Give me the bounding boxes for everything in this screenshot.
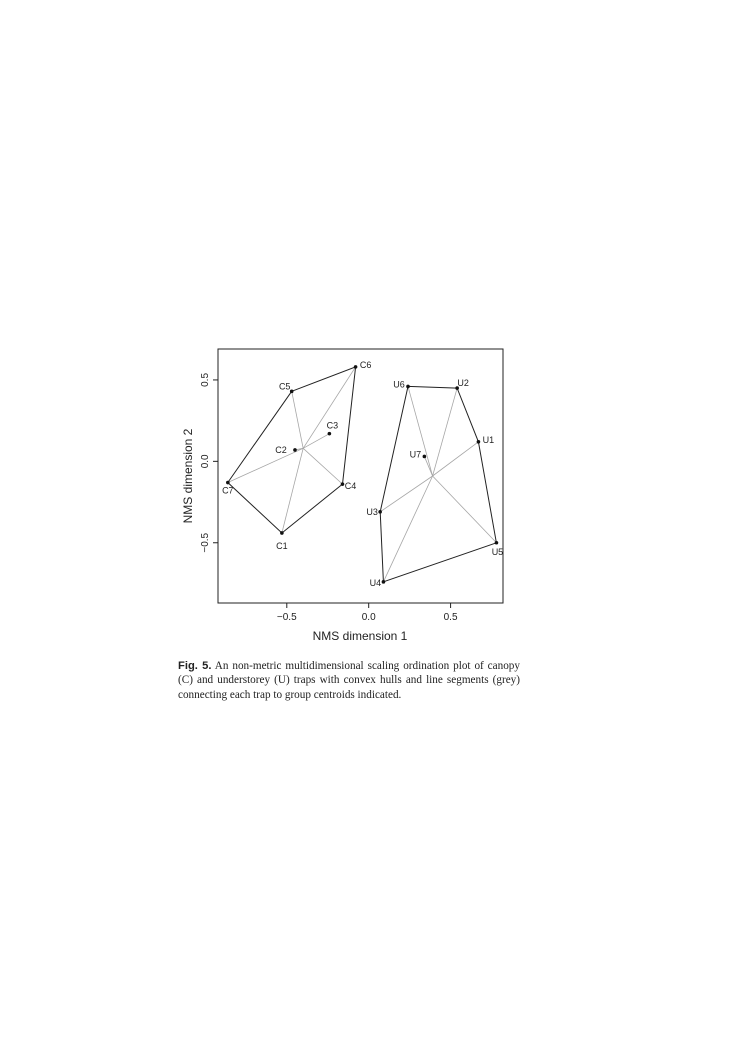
point-label-u5: U5 [491, 546, 504, 557]
figure-caption [178, 659, 520, 702]
spoke-u1 [433, 442, 479, 476]
point-label-c5: C5 [278, 381, 291, 392]
x-tick-label: 0.0 [361, 612, 376, 623]
spoke-c1 [282, 448, 303, 533]
figure-number: Fig. 5. [178, 660, 212, 672]
point-label-u6: U6 [393, 379, 405, 390]
point-u1 [477, 440, 481, 444]
caption-text: An non-metric multidimensional scaling ordination plot of canopy (C) and understorey (U) traps with convex hulls and line segments (grey) connecting each trap to group centroids indicated. [178, 660, 520, 701]
spoke-u2 [433, 388, 458, 476]
spoke-c5 [292, 391, 303, 448]
point-c2 [293, 448, 297, 452]
nms-ordination-plot [170, 340, 515, 652]
data-points [222, 360, 503, 588]
point-c7 [226, 481, 230, 485]
point-u3 [378, 510, 382, 514]
point-label-c2: C2 [275, 444, 287, 455]
point-c1 [280, 531, 284, 535]
spoke-u5 [433, 476, 497, 543]
spoke-c4 [303, 448, 342, 484]
spoke-c3 [303, 434, 329, 449]
point-c6 [354, 365, 358, 369]
axes [200, 373, 458, 623]
point-c3 [328, 432, 332, 436]
spoke-u6 [408, 386, 433, 476]
point-u6 [406, 385, 410, 389]
hull-u [380, 386, 496, 581]
point-label-c4: C4 [344, 481, 357, 492]
spoke-u4 [383, 476, 432, 582]
x-tick-label: 0.5 [443, 612, 458, 623]
point-label-c1: C1 [276, 540, 288, 551]
y-tick-label: 0.0 [200, 454, 211, 469]
y-axis-label: NMS dimension 2 [181, 428, 195, 524]
y-tick-label: 0.5 [200, 372, 211, 387]
point-label-u7: U7 [409, 449, 422, 460]
point-label-c3: C3 [326, 420, 339, 431]
point-u7 [423, 455, 427, 459]
x-tick-label: −0.5 [276, 612, 297, 623]
spoke-c7 [228, 448, 303, 482]
x-axis-label: NMS dimension 1 [312, 629, 408, 643]
y-tick-label: −0.5 [200, 532, 211, 553]
point-label-u2: U2 [457, 378, 469, 389]
point-label-c7: C7 [222, 485, 234, 496]
point-label-u3: U3 [366, 506, 378, 517]
point-label-u4: U4 [369, 577, 382, 588]
point-label-c6: C6 [359, 359, 372, 370]
point-label-u1: U1 [482, 434, 495, 445]
spoke-u7 [424, 456, 432, 476]
point-u5 [495, 541, 499, 545]
centroid-spokes [228, 367, 497, 582]
spoke-u3 [380, 476, 432, 512]
convex-hulls [228, 367, 497, 582]
point-u4 [382, 580, 386, 584]
